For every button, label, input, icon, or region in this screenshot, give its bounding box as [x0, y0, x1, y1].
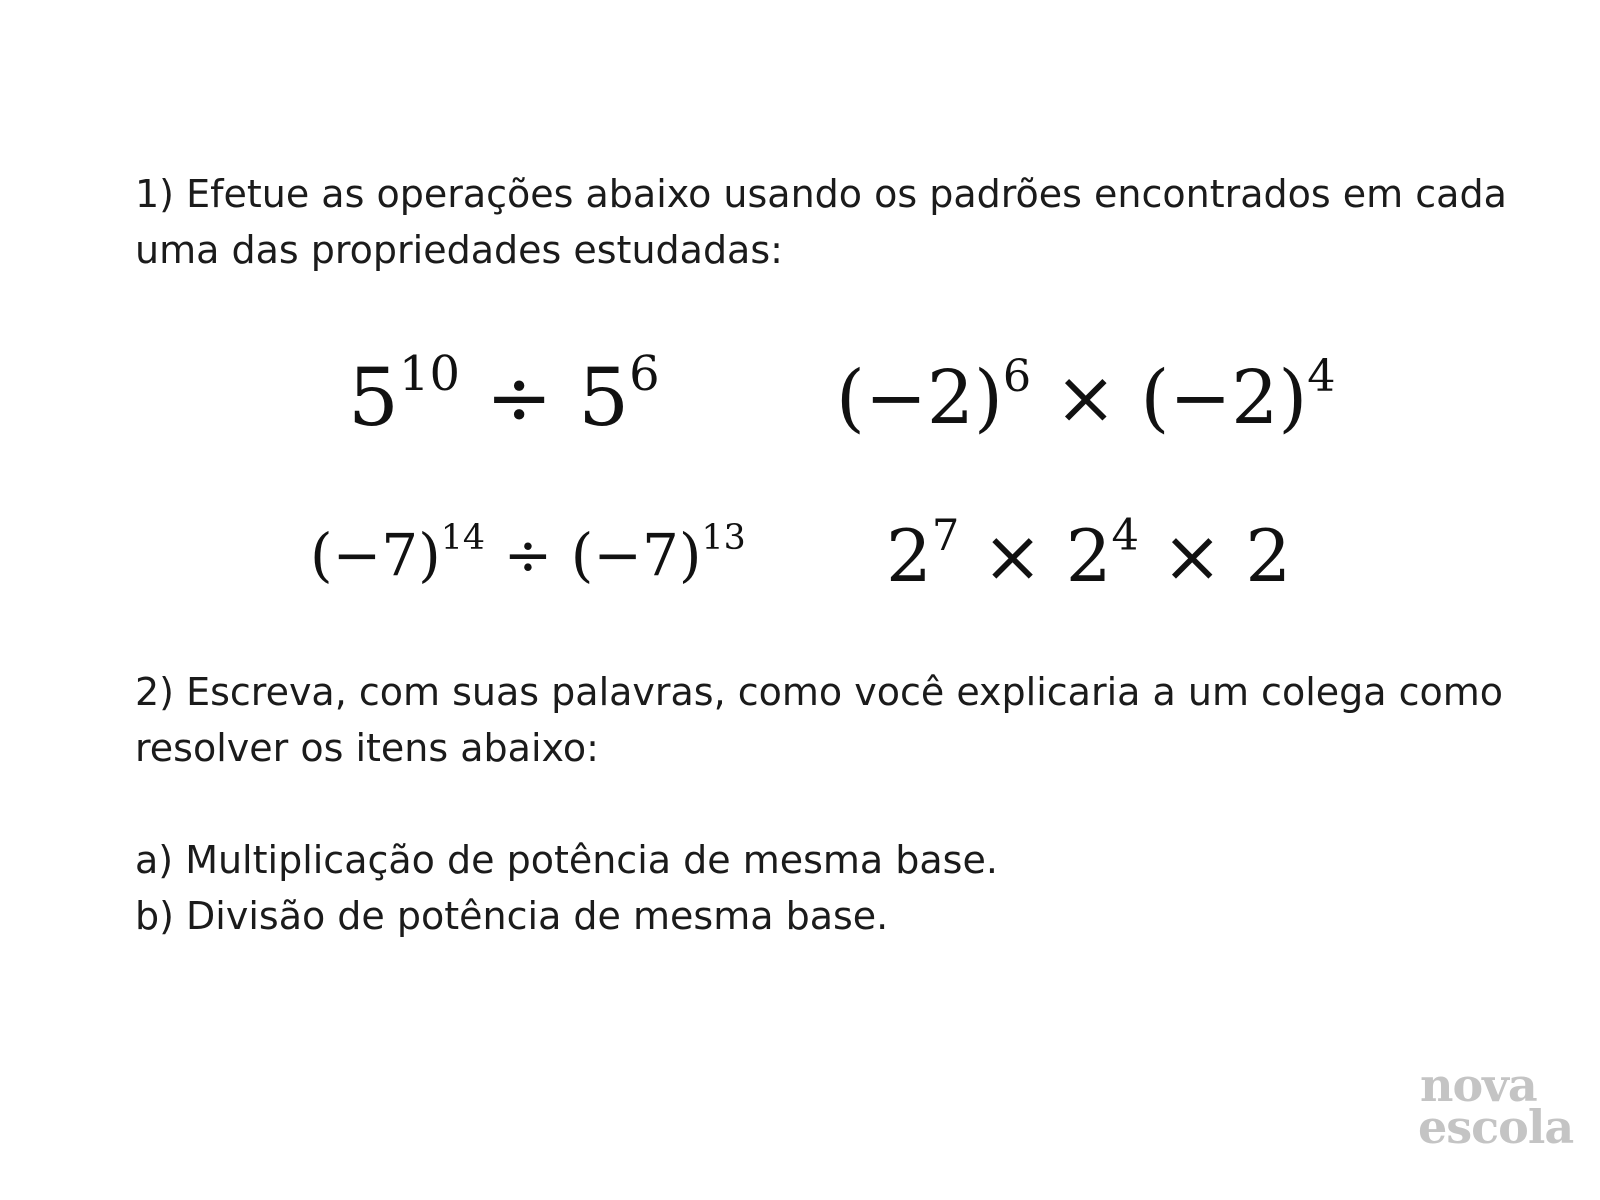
expr-exponent: 4: [1307, 350, 1336, 402]
question-2-items: [135, 832, 1515, 944]
expression-neg2-power-multiplication: [836, 348, 1336, 448]
item-b: b) Divisão de potência de mesma base.: [135, 894, 889, 938]
nova-escola-logo: [1418, 1058, 1574, 1154]
question-2: [135, 664, 1515, 776]
question-1-line-1: 1) Efetue as operações abaixo usando os padrões encontrados em cada: [135, 172, 1507, 216]
expr-operator: ×: [1162, 514, 1223, 598]
expr-base: 5: [348, 351, 399, 444]
expr-operator: ÷: [503, 521, 553, 589]
expr-base: (−7): [310, 521, 441, 589]
expr-base: (−2): [836, 355, 1003, 441]
expr-base: 2: [1245, 514, 1292, 598]
expr-base: 2: [1065, 514, 1112, 598]
expr-operator: ×: [982, 514, 1043, 598]
question-1: [135, 166, 1515, 278]
expression-2-power-multiplication: [886, 512, 1291, 600]
expr-base: (−2): [1140, 355, 1308, 441]
expr-exponent: 4: [1111, 510, 1139, 561]
expr-exponent: 13: [701, 518, 746, 559]
question-2-line-1: 2) Escreva, com suas palavras, como você explicaria a um colega como: [135, 670, 1504, 714]
expr-operator: ×: [1054, 355, 1117, 441]
expr-exponent: 6: [629, 346, 660, 403]
logo-line-1: nova: [1420, 1058, 1537, 1112]
expr-operator: ÷: [485, 351, 553, 444]
expr-exponent: 7: [931, 510, 960, 561]
expression-5-power-division: [348, 348, 660, 448]
item-a: a) Multiplicação de potência de mesma base.: [135, 838, 998, 882]
expr-exponent: 14: [440, 518, 486, 559]
expr-base: (−7): [570, 521, 702, 589]
logo-line-2: escola: [1418, 1100, 1574, 1154]
expr-exponent: 6: [1002, 350, 1032, 402]
question-1-line-2: uma das propriedades estudadas:: [135, 228, 783, 272]
expr-exponent: 10: [398, 346, 460, 403]
expression-neg7-power-division: [310, 512, 746, 598]
question-2-line-2: resolver os itens abaixo:: [135, 726, 599, 770]
expr-base: 5: [578, 351, 630, 444]
expr-base: 2: [886, 514, 932, 598]
